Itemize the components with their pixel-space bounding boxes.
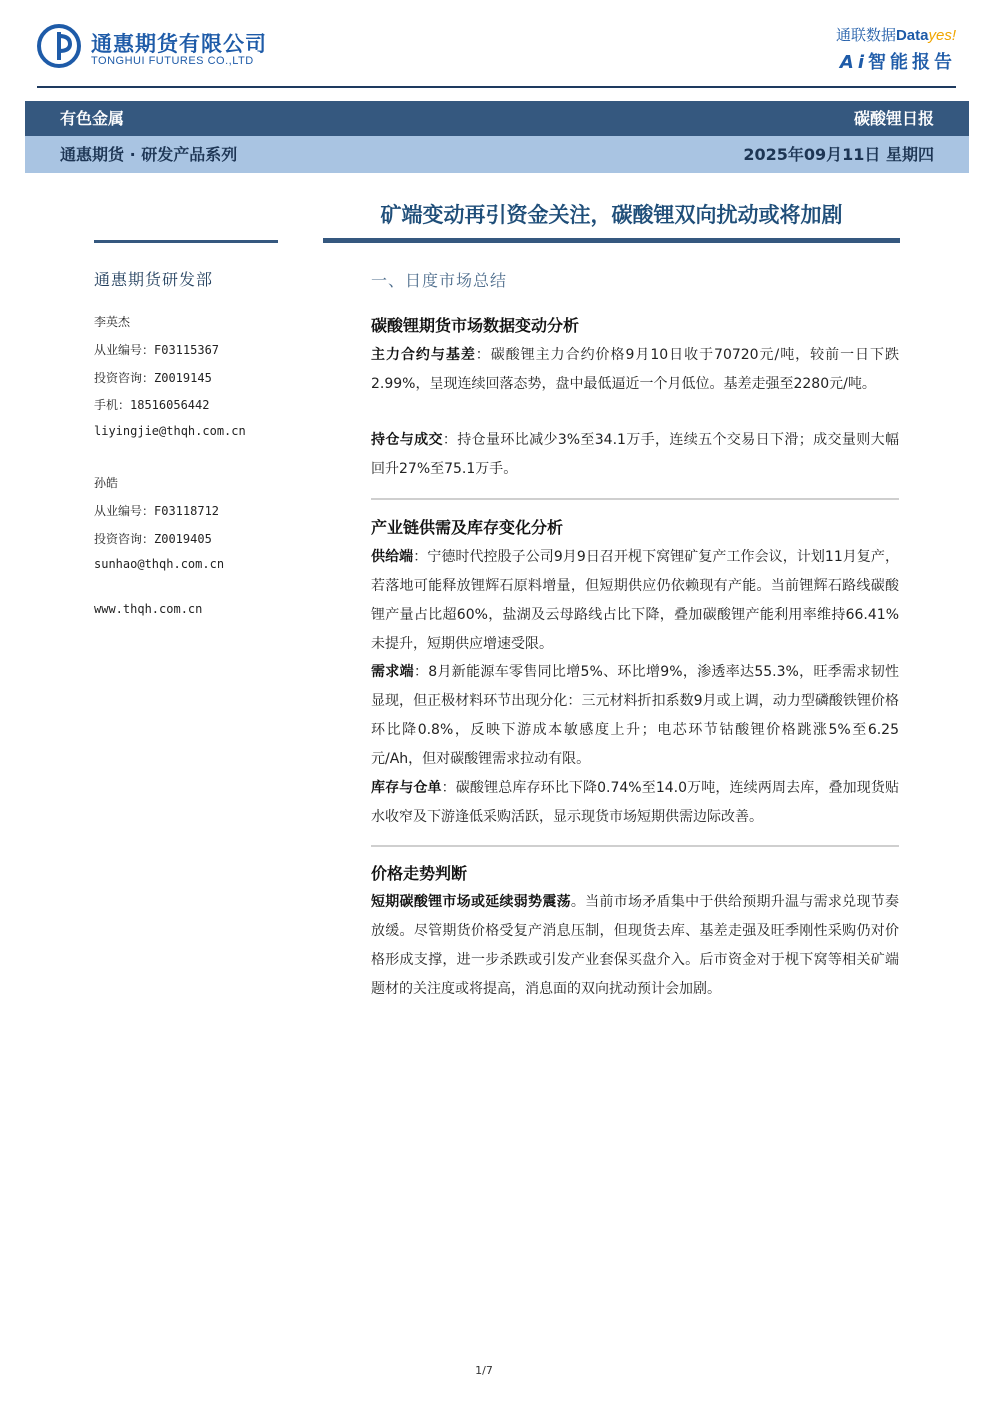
- ai-report-text: 智能报告: [868, 52, 956, 73]
- category-label: 有色金属: [60, 109, 125, 128]
- s2-p2-text: ：8月新能源车零售同比增5%、环比增9%，渗透率达55.3%，旺季需求韧性显现，但正极材料环节出现分化：三元材料折扣系数9月或上调，动力型磷酸铁锂价格环比降0.8%，反映下游成本敏感度上升；电芯环节钴酸锂价格跳涨5%至6.25元/Ah，但对碳酸锂需求拉动有限。: [371, 664, 899, 767]
- sidebar-rule: [94, 240, 278, 243]
- datayes-brand: Data: [895, 27, 929, 44]
- analyst2-email[interactable]: sunhao@thqh.com.cn: [94, 557, 225, 571]
- analyst1-consult: 投资咨询：Z0019145: [94, 371, 212, 385]
- s2-p3-text: ：碳酸锂总库存环比下降0.74%至14.0万吨，连续两周去库，叠加现货贴水收窄及下游逢低采购活跃，显示现货市场短期供需边际改善。: [371, 780, 900, 825]
- s2-paragraph-2: [371, 658, 899, 774]
- section-divider: [371, 498, 899, 500]
- series-label: 通惠期货 · 研发产品系列: [60, 145, 238, 164]
- header-divider: [37, 86, 956, 88]
- s3-heading: 价格走势判断: [371, 864, 468, 883]
- company-name-en: TONGHUI FUTURES CO.,LTD: [91, 55, 254, 67]
- report-type-label: 碳酸锂日报: [853, 109, 934, 128]
- report-title: 矿端变动再引资金关注，碳酸锂双向扰动或将加剧: [380, 203, 843, 227]
- s2-p1-text: ：宁德时代控股子公司9月9日召开枧下窝锂矿复产工作会议，计划11月复产，若落地可能释放锂辉石原料增量，但短期供应仍依赖现有产能。当前锂辉石路线碳酸锂产量占比超60%，盐湖及云母路线占比下降，叠加碳酸锂产能利用率维持66.41%未提升，短期供应增速受限。: [371, 549, 899, 652]
- s1-p1-label: 主力合约与基差: [371, 347, 476, 363]
- s3-paragraph-1: [371, 888, 899, 1004]
- analyst2-name: 孙皓: [94, 476, 119, 490]
- s2-p3-label: 库存与仓单: [371, 780, 442, 796]
- section-divider: [371, 845, 899, 847]
- analyst2-consult: 投资咨询：Z0019405: [94, 532, 212, 546]
- s2-p2-label: 需求端: [371, 664, 414, 680]
- datayes-logo: [836, 24, 956, 45]
- section-title: 一、日度市场总结: [371, 271, 508, 290]
- s1-heading: 碳酸锂期货市场数据变动分析: [371, 316, 580, 335]
- analyst1-license: 从业编号：F03115367: [94, 343, 220, 357]
- category-bar: [25, 101, 969, 136]
- website-link[interactable]: www.thqh.com.cn: [94, 602, 203, 616]
- title-underline: [323, 238, 900, 243]
- s1-paragraph-1: [371, 341, 899, 399]
- series-bar: [25, 136, 969, 173]
- s1-paragraph-2: [371, 426, 899, 484]
- s1-p2-label: 持仓与成交: [371, 432, 443, 448]
- s1-p1-text: ：碳酸锂主力合约价格9月10日收于70720元/吨，较前一日下跌2.99%，呈现连续回落态势，盘中最低逼近一个月低位。基差走强至2280元/吨。: [371, 347, 899, 392]
- company-name-cn: 通惠期货有限公司: [91, 32, 267, 56]
- s3-p1-text: 。当前市场矛盾集中于供给预期升温与需求兑现节奏放缓。尽管期货价格受复产消息压制，但现货去库、基差走强及旺季刚性采购仍对价格形成支撑，进一步杀跌或引发产业套保买盘介入。后市资金对于枧下窝等相关矿端题材的关注度或将提高，消息面的双向扰动预计会加剧。: [371, 894, 900, 997]
- analyst2-license: 从业编号：F03118712: [94, 504, 220, 518]
- datayes-suffix: yes!: [928, 27, 956, 44]
- ai-mark: Ai: [839, 52, 868, 73]
- report-date: 2025年09月11日 星期四: [743, 145, 934, 164]
- analyst1-email[interactable]: liyingjie@thqh.com.cn: [94, 424, 246, 438]
- s3-p1-label: 短期碳酸锂市场或延续弱势震荡: [371, 894, 571, 910]
- research-dept: 通惠期货研发部: [94, 270, 214, 289]
- s2-paragraph-1: [371, 543, 899, 659]
- datayes-cn: 通联数据: [835, 27, 896, 44]
- analyst1-phone: 手机：18516056442: [94, 398, 210, 412]
- company-logo-icon: [37, 24, 81, 68]
- analyst1-name: 李英杰: [94, 315, 131, 329]
- s2-heading: 产业链供需及库存变化分析: [371, 518, 564, 537]
- ai-report-label: [840, 48, 956, 74]
- page-number: 1/7: [475, 1364, 493, 1377]
- s1-p2-text: ：持仓量环比减少3%至34.1万手，连续五个交易日下滑；成交量则大幅回升27%至75.1万手。: [371, 432, 899, 477]
- s2-p1-label: 供给端: [371, 549, 414, 565]
- s2-paragraph-3: [371, 774, 899, 832]
